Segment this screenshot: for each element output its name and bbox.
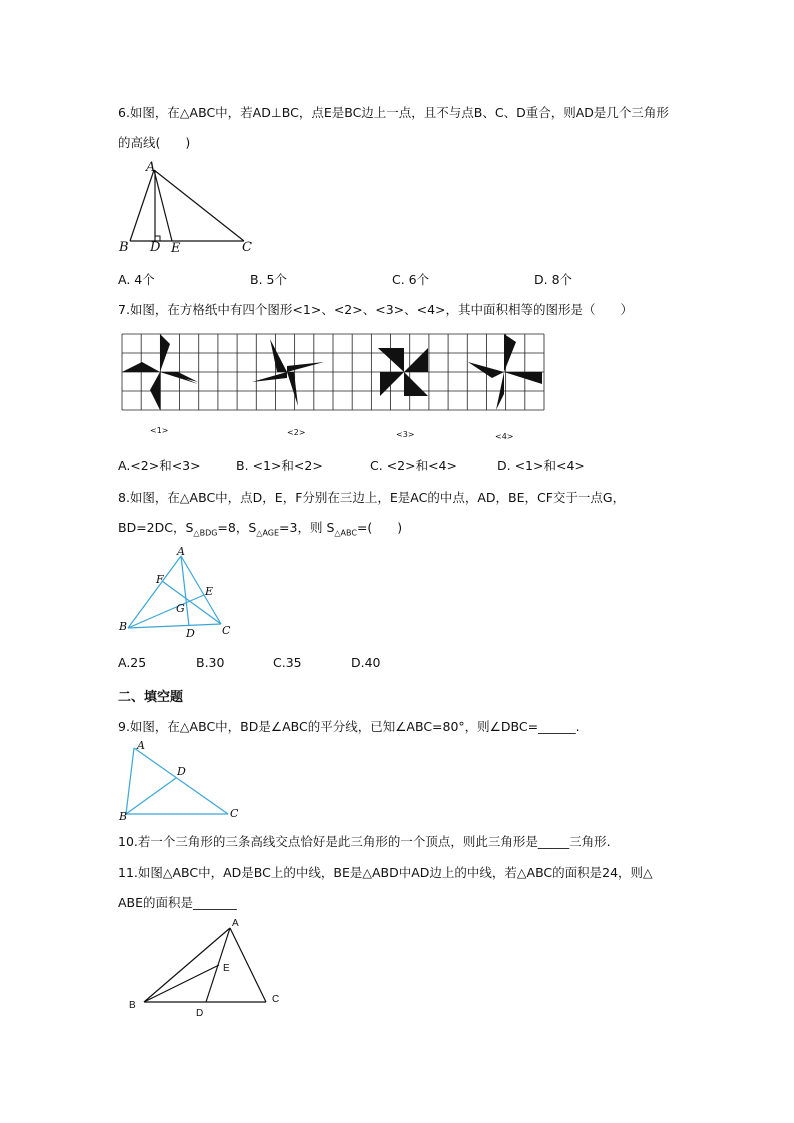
q8-sub-age: △AGE — [256, 528, 280, 538]
q8-text-line1: 8.如图，在△ABC中，点D，E，F分别在三边上，E是AC的中点，AD，BE，CF交于一点G， — [118, 490, 626, 505]
q8-option-c[interactable]: C.35 — [273, 655, 302, 670]
q6-text-line1: 6.如图，在△ABC中，若AD⊥BC，点E是BC边上一点，且不与点B、C、D重合，则AD是几个三角形 — [118, 105, 669, 120]
q7-caption-4: <4> — [495, 432, 514, 441]
q6-side-ab — [130, 170, 154, 241]
q8-figure — [118, 545, 238, 645]
q11-label-a: A — [232, 918, 239, 929]
q6-option-a[interactable]: A. 4个 — [118, 272, 155, 287]
q8-text-line2 — [118, 518, 402, 538]
q7-grid-figure — [122, 334, 544, 410]
q6-label-d: D — [150, 240, 161, 255]
q11-label-c: C — [272, 994, 280, 1005]
q6-label-c: C — [242, 240, 252, 255]
q11-side-ab — [144, 928, 230, 1002]
q6-option-b[interactable]: B. 5个 — [250, 272, 287, 287]
q11-label-d: D — [196, 1008, 204, 1019]
q6-text-line2: 的高线( ) — [118, 135, 191, 150]
q7-caption-3: <3> — [396, 430, 415, 439]
q8-cevian-be — [128, 595, 204, 628]
q11-side-ac — [230, 928, 266, 1002]
q10-text-line1: 10.若一个三角形的三条高线交点恰好是此三角形的一个顶点，则此三角形是_____三角形. — [118, 834, 611, 849]
q8-option-d[interactable]: D.40 — [351, 655, 381, 670]
q7-grid-lines — [122, 334, 544, 410]
q8-side-ab — [128, 556, 181, 628]
q8-label-d: D — [186, 627, 195, 640]
q8-option-a[interactable]: A.25 — [118, 655, 147, 670]
q6-option-c[interactable]: C. 6个 — [392, 272, 430, 287]
q11-figure — [130, 918, 290, 1018]
q11-text-line2: ABE的面积是_______ — [118, 895, 237, 910]
q6-option-d[interactable]: D. 8个 — [534, 272, 573, 287]
q9-label-d: D — [177, 765, 186, 778]
q9-side-ab — [126, 748, 134, 814]
q8-label-g: G — [176, 602, 185, 615]
q8-label-f: F — [156, 573, 164, 586]
q6-label-b: B — [119, 240, 129, 255]
q7-shape-2 — [252, 339, 324, 406]
q8-side-bc — [128, 624, 221, 628]
q7-option-b[interactable]: B. <1>和<2> — [236, 458, 323, 473]
q7-caption-1: <1> — [150, 426, 169, 435]
q9-text-line1: 9.如图，在△ABC中，BD是∠ABC的平分线，已知∠ABC=80°，则∠DBC=______. — [118, 719, 580, 734]
q11-text-line1: 11.如图△ABC中，AD是BC上的中线，BE是△ABD中AD边上的中线，若△ABC的面积是24，则△ — [118, 865, 653, 880]
q8-line2-part-b: =8，S — [217, 520, 257, 535]
q6-label-a: A — [146, 160, 156, 175]
q9-side-ac — [134, 748, 228, 814]
q6-label-e: E — [171, 241, 181, 256]
section-title-fill-in: 二、填空题 — [118, 690, 184, 705]
q8-sub-abc: △ABC — [334, 528, 357, 538]
q6-figure — [118, 160, 258, 255]
q7-shape-3 — [378, 348, 428, 396]
q9-label-a: A — [137, 739, 145, 752]
q8-line2-part-d: =( ) — [356, 520, 403, 535]
q11-label-b: B — [129, 1000, 136, 1011]
q6-segment-ae — [154, 170, 172, 241]
q7-caption-2: <2> — [287, 428, 306, 437]
q7-option-d[interactable]: D. <1>和<4> — [497, 458, 585, 473]
q8-label-a: A — [177, 545, 185, 558]
q8-label-c: C — [222, 624, 231, 637]
q6-side-ac — [154, 170, 244, 241]
q9-label-c: C — [230, 807, 239, 820]
q9-figure — [118, 740, 248, 825]
q9-bisector-bd — [126, 778, 176, 814]
q8-option-b[interactable]: B.30 — [196, 655, 225, 670]
q7-option-a[interactable]: A.<2>和<3> — [118, 458, 201, 473]
q8-label-e: E — [205, 585, 214, 598]
q7-text-line1: 7.如图，在方格纸中有四个图形<1>、<2>、<3>、<4>，其中面积相等的图形是（ ） — [118, 302, 634, 317]
q8-side-ac — [181, 556, 221, 624]
q9-label-b: B — [119, 810, 128, 823]
q7-option-c[interactable]: C. <2>和<4> — [370, 458, 457, 473]
q8-line2-part-a: BD=2DC，S — [118, 520, 194, 535]
q8-sub-bdg: △BDG — [193, 528, 218, 538]
q8-line2-part-c: =3，则 S — [279, 520, 335, 535]
q11-label-e: E — [223, 963, 230, 974]
q8-label-b: B — [119, 620, 128, 633]
